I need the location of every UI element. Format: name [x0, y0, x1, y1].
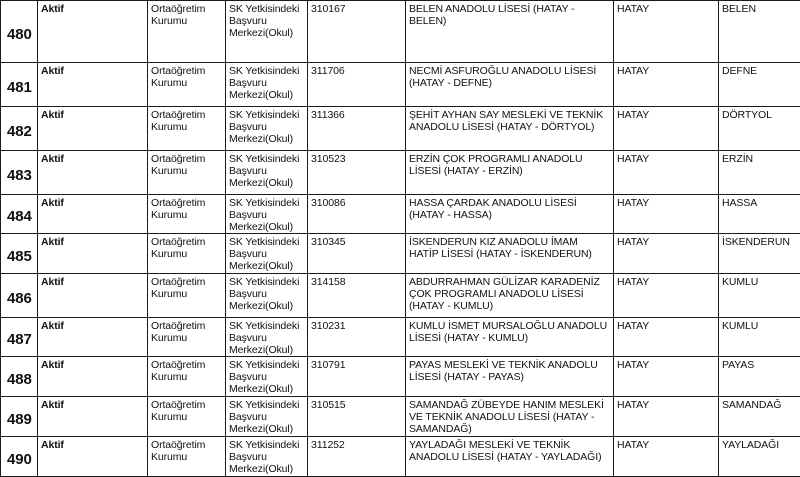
table-row [1, 234, 800, 274]
institution-type-cell: Ortaöğretim Kurumu [148, 318, 226, 357]
school-name-cell: KUMLU İSMET MURSALOĞLU ANADOLU LİSESİ (HATAY - KUMLU) [406, 318, 614, 357]
district-cell: İSKENDERUN [719, 234, 800, 274]
district-cell: PAYAS [719, 357, 800, 397]
school-code-cell: 310515 [308, 397, 406, 437]
institution-type-cell: Ortaöğretim Kurumu [148, 63, 226, 107]
row-number: 485 [1, 234, 38, 274]
table-row [1, 107, 800, 151]
school-code-cell: 311252 [308, 437, 406, 477]
center-type-cell: SK Yetkisindeki Başvuru Merkezi(Okul) [226, 274, 308, 318]
status-cell: Aktif [38, 1, 148, 63]
district-cell: ERZİN [719, 151, 800, 195]
center-type-cell: SK Yetkisindeki Başvuru Merkezi(Okul) [226, 63, 308, 107]
city-cell: HATAY [614, 318, 719, 357]
school-name-cell: İSKENDERUN KIZ ANADOLU İMAM HATİP LİSESİ (HATAY - İSKENDERUN) [406, 234, 614, 274]
row-number: 488 [1, 357, 38, 397]
district-cell: YAYLADAĞI [719, 437, 800, 477]
school-name-cell: BELEN ANADOLU LİSESİ (HATAY - BELEN) [406, 1, 614, 63]
status-cell: Aktif [38, 63, 148, 107]
row-number: 480 [1, 1, 38, 63]
district-cell: DEFNE [719, 63, 800, 107]
institution-type-cell: Ortaöğretim Kurumu [148, 107, 226, 151]
status-cell: Aktif [38, 437, 148, 477]
row-number: 486 [1, 274, 38, 318]
city-cell: HATAY [614, 63, 719, 107]
school-code-cell: 310523 [308, 151, 406, 195]
school-code-cell: 310167 [308, 1, 406, 63]
school-code-cell: 311706 [308, 63, 406, 107]
table-row [1, 274, 800, 318]
school-code-cell: 310791 [308, 357, 406, 397]
district-cell: KUMLU [719, 318, 800, 357]
row-number: 483 [1, 151, 38, 195]
city-cell: HATAY [614, 234, 719, 274]
table-row [1, 397, 800, 437]
center-type-cell: SK Yetkisindeki Başvuru Merkezi(Okul) [226, 151, 308, 195]
status-cell: Aktif [38, 151, 148, 195]
school-name-cell: HASSA ÇARDAK ANADOLU LİSESİ (HATAY - HASSA) [406, 195, 614, 234]
table-row [1, 437, 800, 477]
center-type-cell: SK Yetkisindeki Başvuru Merkezi(Okul) [226, 1, 308, 63]
institution-type-cell: Ortaöğretim Kurumu [148, 357, 226, 397]
city-cell: HATAY [614, 357, 719, 397]
school-name-cell: NECMİ ASFUROĞLU ANADOLU LİSESİ (HATAY - DEFNE) [406, 63, 614, 107]
school-code-cell: 310345 [308, 234, 406, 274]
row-number: 482 [1, 107, 38, 151]
center-type-cell: SK Yetkisindeki Başvuru Merkezi(Okul) [226, 195, 308, 234]
row-number: 484 [1, 195, 38, 234]
school-name-cell: ERZİN ÇOK PROGRAMLI ANADOLU LİSESİ (HATAY - ERZİN) [406, 151, 614, 195]
district-cell: BELEN [719, 1, 800, 63]
institution-type-cell: Ortaöğretim Kurumu [148, 1, 226, 63]
status-cell: Aktif [38, 397, 148, 437]
institution-type-cell: Ortaöğretim Kurumu [148, 397, 226, 437]
district-cell: SAMANDAĞ [719, 397, 800, 437]
city-cell: HATAY [614, 274, 719, 318]
table-row [1, 151, 800, 195]
institution-type-cell: Ortaöğretim Kurumu [148, 151, 226, 195]
school-name-cell: PAYAS MESLEKİ VE TEKNİK ANADOLU LİSESİ (HATAY - PAYAS) [406, 357, 614, 397]
table-row [1, 318, 800, 357]
center-type-cell: SK Yetkisindeki Başvuru Merkezi(Okul) [226, 318, 308, 357]
school-code-cell: 314158 [308, 274, 406, 318]
district-cell: DÖRTYOL [719, 107, 800, 151]
center-type-cell: SK Yetkisindeki Başvuru Merkezi(Okul) [226, 234, 308, 274]
school-name-cell: ABDURRAHMAN GÜLİZAR KARADENİZ ÇOK PROGRAMLI ANADOLU LİSESİ (HATAY - KUMLU) [406, 274, 614, 318]
school-name-cell: SAMANDAĞ ZÜBEYDE HANIM MESLEKİ VE TEKNİK ANADOLU LİSESİ (HATAY - SAMANDAĞ) [406, 397, 614, 437]
school-code-cell: 310086 [308, 195, 406, 234]
school-name-cell: YAYLADAĞI MESLEKİ VE TEKNİK ANADOLU LİSESİ (HATAY - YAYLADAĞI) [406, 437, 614, 477]
city-cell: HATAY [614, 397, 719, 437]
center-type-cell: SK Yetkisindeki Başvuru Merkezi(Okul) [226, 107, 308, 151]
row-number: 490 [1, 437, 38, 477]
status-cell: Aktif [38, 234, 148, 274]
city-cell: HATAY [614, 1, 719, 63]
institution-type-cell: Ortaöğretim Kurumu [148, 274, 226, 318]
city-cell: HATAY [614, 437, 719, 477]
table-body [1, 1, 800, 477]
status-cell: Aktif [38, 357, 148, 397]
institution-type-cell: Ortaöğretim Kurumu [148, 437, 226, 477]
status-cell: Aktif [38, 107, 148, 151]
row-number: 487 [1, 318, 38, 357]
district-cell: HASSA [719, 195, 800, 234]
institution-type-cell: Ortaöğretim Kurumu [148, 195, 226, 234]
center-type-cell: SK Yetkisindeki Başvuru Merkezi(Okul) [226, 397, 308, 437]
city-cell: HATAY [614, 195, 719, 234]
center-type-cell: SK Yetkisindeki Başvuru Merkezi(Okul) [226, 437, 308, 477]
table-row [1, 195, 800, 234]
status-cell: Aktif [38, 274, 148, 318]
row-number: 481 [1, 63, 38, 107]
status-cell: Aktif [38, 195, 148, 234]
institution-type-cell: Ortaöğretim Kurumu [148, 234, 226, 274]
city-cell: HATAY [614, 151, 719, 195]
table-row [1, 1, 800, 63]
table-row [1, 357, 800, 397]
status-cell: Aktif [38, 318, 148, 357]
table-row [1, 63, 800, 107]
school-code-cell: 311366 [308, 107, 406, 151]
school-name-cell: ŞEHİT AYHAN SAY MESLEKİ VE TEKNİK ANADOLU LİSESİ (HATAY - DÖRTYOL) [406, 107, 614, 151]
center-type-cell: SK Yetkisindeki Başvuru Merkezi(Okul) [226, 357, 308, 397]
row-number: 489 [1, 397, 38, 437]
school-code-cell: 310231 [308, 318, 406, 357]
city-cell: HATAY [614, 107, 719, 151]
district-cell: KUMLU [719, 274, 800, 318]
